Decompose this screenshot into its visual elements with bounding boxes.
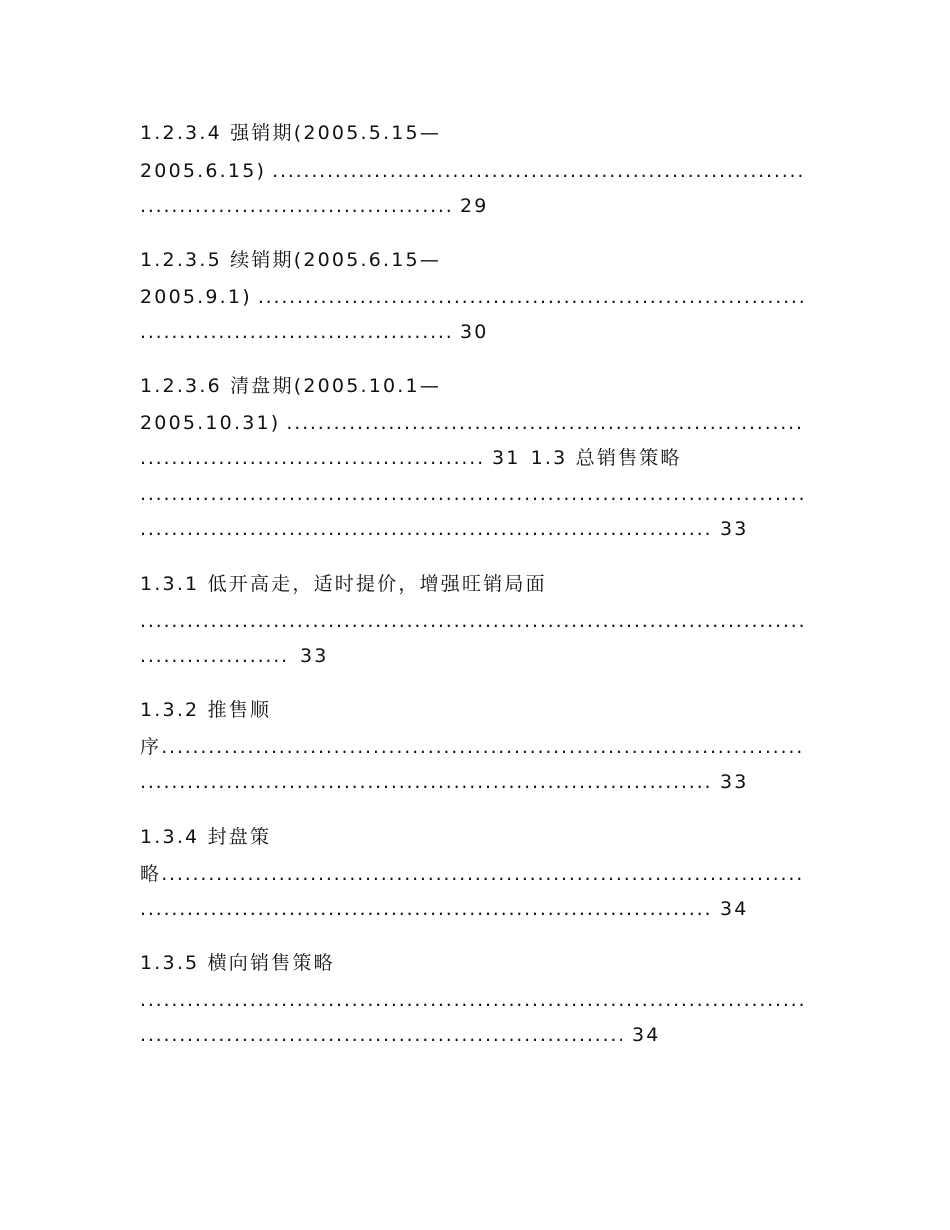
toc-heading-text: 1.3.5 横向销售策略 <box>140 952 335 974</box>
dot-leader <box>140 479 804 509</box>
toc-entry-heading <box>140 695 804 725</box>
toc-page-number: 31 <box>492 447 521 469</box>
toc-entry-leader <box>140 985 804 1015</box>
toc-heading-text: 1.2.3.4 强销期(2005.5.15— <box>140 122 442 144</box>
toc-entry-page-line <box>140 191 804 221</box>
toc-continuation-text: 2005.10.31) <box>140 412 281 434</box>
dot-leader <box>140 1020 622 1050</box>
dot-leader <box>161 732 804 762</box>
toc-heading-text: 1.2.3.6 清盘期(2005.10.1— <box>140 375 442 397</box>
toc-page <box>140 0 804 1230</box>
toc-entry-page-line <box>140 514 804 544</box>
toc-continuation-text: 序 <box>140 736 162 758</box>
toc-heading-text: 1.2.3.5 续销期(2005.6.15— <box>140 249 442 271</box>
dot-leader <box>140 641 290 671</box>
dot-leader <box>140 191 450 221</box>
toc-heading-text: 1.3 总销售策略 <box>530 447 682 469</box>
dot-leader <box>140 894 710 924</box>
dot-leader <box>140 443 482 473</box>
toc-entry-leader <box>140 408 804 438</box>
dot-leader <box>140 985 804 1015</box>
dot-leader <box>140 317 450 347</box>
toc-page-number: 29 <box>460 195 489 217</box>
toc-heading-text: 1.3.1 低开高走，适时提价，增强旺销局面 <box>140 573 547 595</box>
toc-entry-page-line <box>140 641 804 671</box>
toc-heading-text: 1.3.2 推售顺 <box>140 699 272 721</box>
toc-entry-page-line <box>140 1020 804 1050</box>
toc-page-number: 34 <box>632 1024 661 1046</box>
toc-entry-leader <box>140 479 804 509</box>
toc-entry-leader <box>140 156 804 186</box>
toc-continuation-text: 2005.6.15) <box>140 160 267 182</box>
dot-leader <box>161 859 804 889</box>
toc-entry-page-line <box>140 443 804 473</box>
toc-entry-heading <box>140 569 804 599</box>
toc-entry-leader <box>140 859 804 889</box>
dot-leader <box>140 606 804 636</box>
toc-page-number: 33 <box>720 518 749 540</box>
dot-leader <box>286 408 804 438</box>
dot-leader <box>258 282 804 312</box>
toc-continuation-text: 2005.9.1) <box>140 286 252 308</box>
toc-page-number: 34 <box>720 898 749 920</box>
toc-page-number: 33 <box>720 771 749 793</box>
toc-heading-text: 1.3.4 封盘策 <box>140 826 272 848</box>
toc-page-number: 33 <box>300 645 329 667</box>
toc-page-number: 30 <box>460 321 489 343</box>
toc-entry-heading <box>140 245 804 275</box>
dot-leader <box>140 767 710 797</box>
toc-entry-page-line <box>140 767 804 797</box>
toc-entry-leader <box>140 282 804 312</box>
dot-leader <box>140 514 710 544</box>
toc-entry-page-line <box>140 317 804 347</box>
toc-entry-heading <box>140 371 804 401</box>
toc-entry-page-line <box>140 894 804 924</box>
toc-entry-leader <box>140 732 804 762</box>
toc-entry-heading <box>140 822 804 852</box>
toc-continuation-text: 略 <box>140 863 162 885</box>
dot-leader <box>272 156 804 186</box>
toc-entry-heading <box>140 948 804 978</box>
toc-entry-leader <box>140 606 804 636</box>
toc-entry-heading <box>140 118 804 148</box>
